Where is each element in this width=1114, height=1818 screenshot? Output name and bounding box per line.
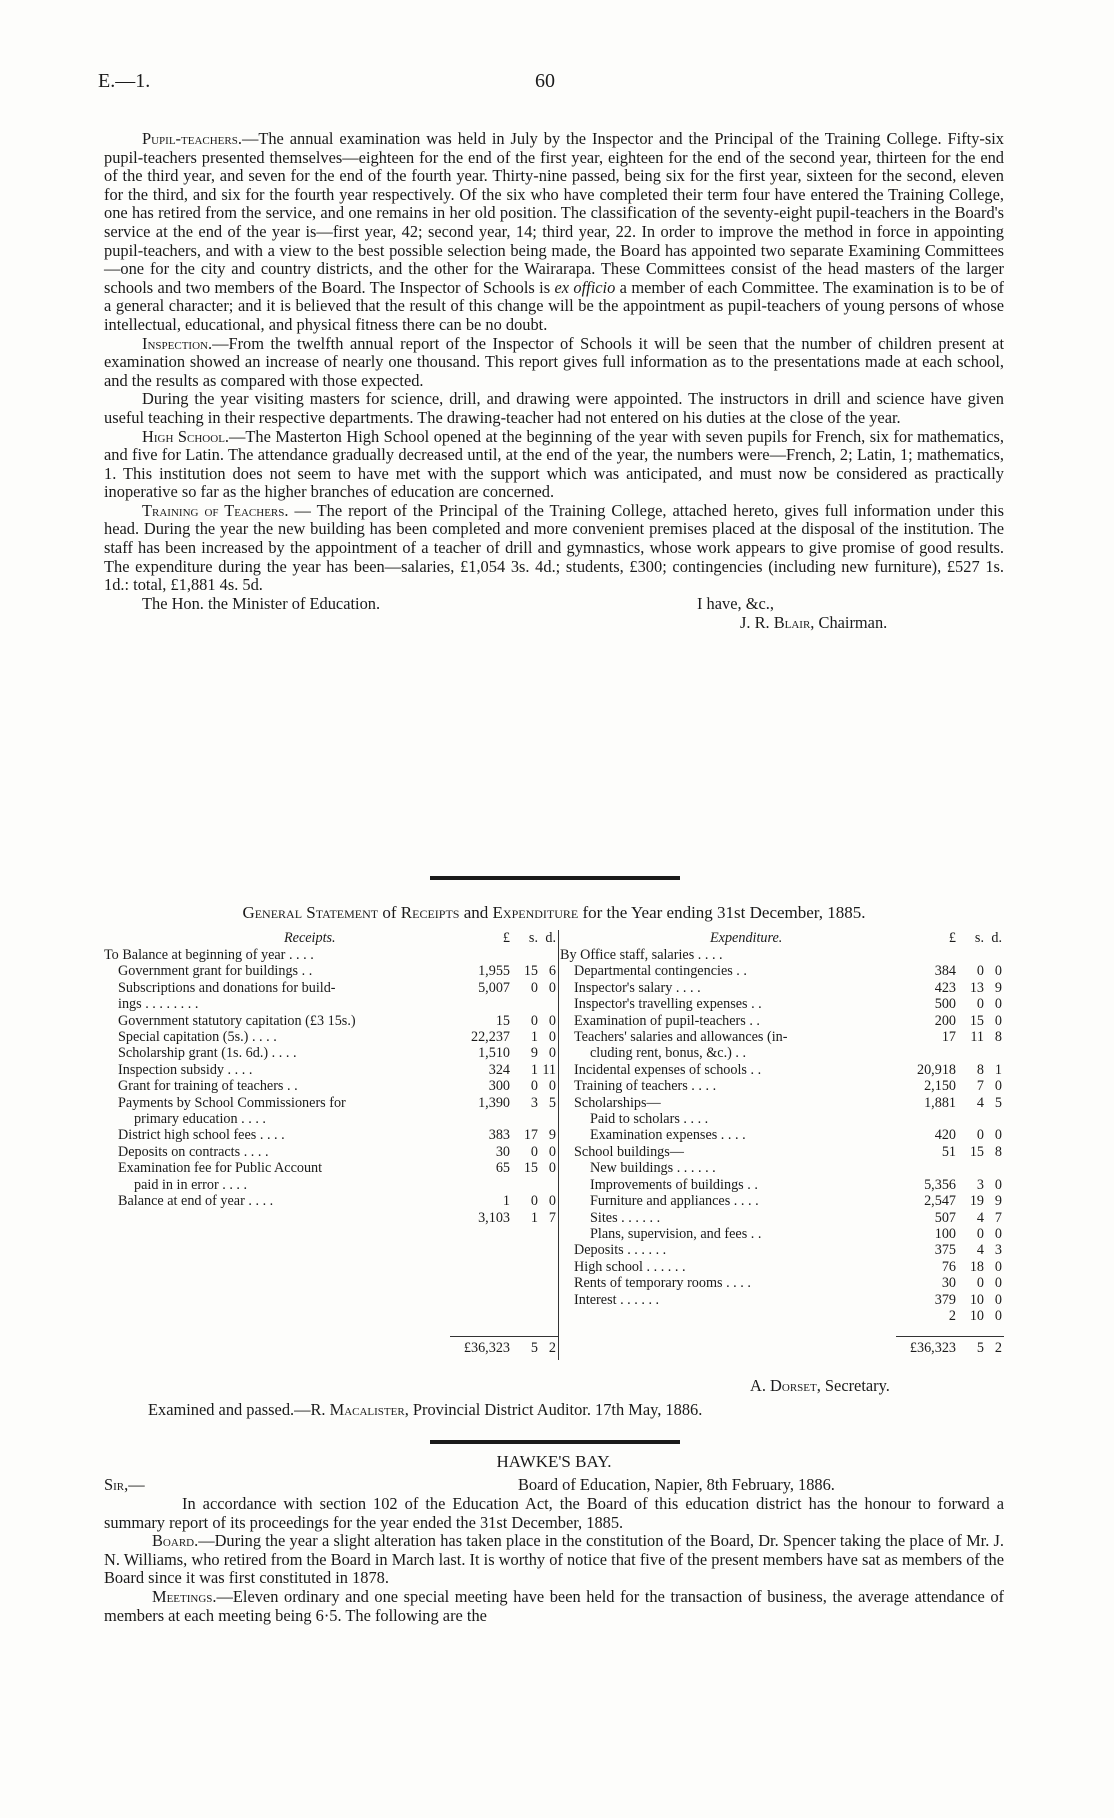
amount-pounds: 30 (495, 1143, 510, 1160)
amount-shillings: 9 (530, 1045, 538, 1062)
receipts-header (104, 930, 558, 947)
ledger-item-label: By Office staff, salaries . . . . (560, 947, 723, 963)
amount-shillings: 0 (530, 1012, 538, 1029)
amount-pence: 1 (994, 1061, 1002, 1078)
amount-shillings: 10 (969, 1307, 984, 1324)
amount-pounds: 2 (948, 1307, 956, 1324)
amount-pence: 0 (548, 1193, 556, 1210)
amount-pence: 0 (548, 1143, 556, 1160)
receipts-ledger (104, 930, 558, 1226)
col-pounds: £ (948, 930, 956, 946)
ledger-item-label: Incidental expenses of schools . . (574, 1061, 762, 1078)
amount-pounds: 500 (934, 996, 956, 1013)
pupil-teachers-text: —The annual examination was held in July by the Inspector and the Principal of the Training College. Fifty-six pupil-teachers presented themselves—eighteen for the end of the first year, eighteen for the end of the second year, thirteen for the end of the third year, and seven for the end of the fourth year. Thirty-nine passed, being six for the first year, sixteen for the second, eleven for the third, and six for the fourth year respectively. Of the six who have completed their term four have entered the Training College, one has retired from the service, and one remains in her old position. The classification of the seventy-eight pupil-teachers in the Board's service at the end of the year is—first year, 42; second year, 14; third year, 22. In order to improve the method in force in appointing pupil-teachers, and with a view to the best possible selection being made, the Board has appointed two separate Examining Committees—one for the city and country districts, and the other for the Wairarapa. These Committees consist of the head masters of the larger schools and two members of the Board. The Inspector of Schools is (104, 129, 1004, 297)
amount-pence: 9 (994, 1193, 1002, 1210)
col-pence: d. (545, 930, 556, 946)
heading-inspection: Inspection. (142, 333, 213, 353)
ledger-item-label: Subscriptions and donations for build- (118, 979, 336, 996)
ledger-row (104, 1193, 558, 1226)
amount-pence: 0 (994, 1127, 1002, 1144)
amount-pounds: 15 (495, 1012, 510, 1029)
ledger-item-label: Examination expenses . . . . (590, 1127, 746, 1144)
ledger-item-label: Sites . . . . . . (590, 1209, 661, 1226)
ledger-item-label: cluding rent, bonus, &c.) . . (590, 1045, 747, 1062)
amount-pounds: 324 (488, 1061, 510, 1078)
expenditure-ledger (560, 930, 1004, 1324)
receipts-total-rule (450, 1336, 558, 1337)
col-pounds: £ (502, 930, 510, 946)
amount-pence: 8 (994, 1029, 1002, 1046)
paragraph-pupil-teachers (104, 130, 1004, 335)
ledger-item-label: High school . . . . . . (574, 1258, 686, 1275)
ledger-item-label: Inspector's travelling expenses . . (574, 996, 762, 1013)
heading-pupil-teachers: Pupil-teachers. (142, 129, 242, 148)
ledger-item-label: School buildings— (574, 1143, 684, 1160)
paragraph-visiting-masters: During the year visiting masters for science, drill, and drawing were appointed. The instructors in drill and science have given useful teaching in their respective departments. The drawing-teacher had not entered on his duties at the close of the year. (104, 389, 1004, 427)
amount-shillings: 8 (976, 1061, 984, 1078)
amount-pounds: 1 (502, 1193, 510, 1210)
amount-pounds: 300 (488, 1078, 510, 1095)
expenditure-header (560, 930, 1004, 947)
amount-shillings: 0 (530, 1078, 538, 1095)
ledger-item-label: Plans, supervision, and fees . . (590, 1225, 762, 1242)
col-shillings: s. (528, 930, 538, 946)
paragraph-training (104, 502, 1004, 595)
amount-pounds: 3,103 (478, 1209, 510, 1226)
hawkes-bay-body (104, 1495, 1004, 1625)
amount-pounds: 2,547 (924, 1193, 956, 1210)
salutation: Sir,— (104, 1475, 145, 1494)
ledger-item-label: Government statutory capitation (£3 15s.) (118, 1012, 356, 1029)
amount-pence: 3 (994, 1242, 1002, 1259)
amount-pounds: 375 (934, 1242, 956, 1259)
signoff-row (104, 595, 1004, 614)
amount-shillings: 3 (976, 1176, 984, 1193)
amount-shillings: 15 (969, 1143, 984, 1160)
signer-title: Chairman. (818, 612, 888, 632)
pupil-teachers-text-end: a member of each Committee. The examination is to be of a general character; and it is believed that the result of this change will be the appointment as pupil-teachers of young persons of whose intellectual, educational, and physical fitness there can be no doubt. (104, 277, 1004, 334)
amount-shillings: 15 (523, 1160, 538, 1177)
amount-shillings: 1 (530, 1029, 538, 1046)
amount-pounds: 507 (934, 1209, 956, 1226)
ledger-divider (558, 930, 559, 1360)
amount-pounds: 22,237 (470, 1029, 510, 1046)
amount-pence: 0 (994, 963, 1002, 980)
amount-pounds: 76 (941, 1258, 956, 1275)
amount-pounds: 20,918 (916, 1061, 956, 1078)
dateline: Board of Education, Napier, 8th February, 1886. (518, 1475, 835, 1494)
ledger-item-label: Training of teachers . . . . (574, 1078, 717, 1095)
ledger-row (560, 1095, 1004, 1111)
ledger-item-label: Grant for training of teachers . . (118, 1078, 298, 1095)
amount-pence: 5 (994, 1094, 1002, 1111)
amount-pence: 11 (542, 1061, 556, 1078)
ledger-item-label: Inspector's salary . . . . (574, 979, 701, 996)
heading-training: Training of Teachers. (142, 500, 289, 520)
ex-officio-text: ex officio (554, 277, 616, 297)
amount-pence: 9 (994, 979, 1002, 996)
amount-shillings: 7 (976, 1078, 984, 1095)
signer-name: J. R. Blair, (740, 612, 815, 632)
amount-shillings: 0 (976, 1225, 984, 1242)
heading-high-school: High School. (142, 426, 230, 446)
expenditure-total: £36,323 5 2 (909, 1340, 1002, 1356)
ledger-item-label: ings . . . . . . . . (118, 996, 199, 1013)
col-pence: d. (991, 930, 1002, 946)
amount-pounds: 383 (488, 1127, 510, 1144)
secretary-signature: A. Dorset, Secretary. (750, 1376, 890, 1395)
amount-pence: 9 (548, 1127, 556, 1144)
amount-pence: 0 (548, 979, 556, 996)
amount-pence: 0 (994, 1225, 1002, 1242)
amount-shillings: 4 (976, 1242, 984, 1259)
expenditure-total-rule (896, 1336, 1004, 1337)
amount-shillings: 1 (530, 1209, 538, 1226)
inspection-text: —From the twelfth annual report of the Inspector of Schools it will be seen that the number of children present at examination showed an increase of nearly one thousand. This report gives full information as to the presentations made at each school, and the results as compared with those expected. (104, 333, 1004, 390)
ledger-row (560, 1144, 1004, 1160)
amount-pence: 0 (548, 1045, 556, 1062)
amount-pence: 0 (548, 1160, 556, 1177)
paragraph-intro: In accordance with section 102 of the Education Act, the Board of this education district has the honour to forward a summary report of its proceedings for the year ended the 31st December, 1885. (104, 1494, 1004, 1532)
section-divider (430, 876, 680, 880)
ledger-row (104, 1095, 558, 1111)
amount-shillings: 3 (530, 1094, 538, 1111)
wellington-report-body (104, 130, 1004, 632)
ledger-item-label: Paid to scholars . . . . (590, 1111, 709, 1128)
training-text: — The report of the Principal of the Training College, attached hereto, gives full information under this head. During the year the new building has been completed and more convenient premises placed at the disposal of the institution. The staff has been increased by the appointment of a teacher of drill and gymnastics, whose work appears to give promise of good results. The expenditure during the year has been—salaries, £1,054 3s. 4d.; students, £300; contingencies (including new furniture), £527 1s. 1d.: total, £1,881 4s. 5d. (104, 500, 1004, 595)
amount-pounds: 5,007 (478, 979, 510, 996)
amount-pounds: 384 (934, 963, 956, 980)
ledger-item-label: Special capitation (5s.) . . . . (118, 1029, 277, 1046)
ledger-row (104, 980, 558, 996)
amount-pence: 0 (994, 1078, 1002, 1095)
amount-pounds: 200 (934, 1012, 956, 1029)
amount-pence: 0 (548, 1078, 556, 1095)
ledger-item-label: Improvements of buildings . . (590, 1176, 758, 1193)
amount-pence: 8 (994, 1143, 1002, 1160)
ledger-row (560, 1291, 1004, 1324)
paragraph-inspection (104, 335, 1004, 391)
amount-shillings: 0 (976, 996, 984, 1013)
amount-pounds: 423 (934, 979, 956, 996)
amount-pounds: 65 (495, 1160, 510, 1177)
ledger-item-label: Deposits . . . . . . (574, 1242, 667, 1259)
ledger-row (104, 1160, 558, 1176)
ledger-item-label: Rents of temporary rooms . . . . (574, 1275, 751, 1292)
amount-shillings: 4 (976, 1094, 984, 1111)
statement-title: General Statement of Receipts and Expenditure for the Year ending 31st December, 1885. (242, 903, 866, 922)
amount-pence: 0 (994, 1258, 1002, 1275)
amount-shillings: 4 (976, 1209, 984, 1226)
amount-pence: 7 (548, 1209, 556, 1226)
amount-pounds: 2,150 (924, 1078, 956, 1095)
auditor-line: Examined and passed.—R. Macalister, Provincial District Auditor. 17th May, 1886. (148, 1400, 703, 1419)
ledger-item-label: Teachers' salaries and allowances (in- (574, 1029, 788, 1046)
amount-pounds: 30 (941, 1275, 956, 1292)
amount-pence: 0 (994, 1275, 1002, 1292)
ledger-item-label: Scholarship grant (1s. 6d.) . . . . (118, 1045, 297, 1062)
amount-shillings: 0 (530, 1193, 538, 1210)
page-number: 60 (535, 70, 555, 92)
amount-pence: 6 (548, 963, 556, 980)
ledger-item-label: primary education . . . . (134, 1111, 266, 1128)
amount-shillings: 18 (969, 1258, 984, 1275)
amount-shillings: 11 (970, 1029, 984, 1046)
ledger-item-label: Payments by School Commissioners for (118, 1094, 346, 1111)
amount-shillings: 1 (530, 1061, 538, 1078)
amount-pounds: 1,510 (478, 1045, 510, 1062)
ledger-item-label: Departmental contingencies . . (574, 963, 747, 980)
signer (104, 614, 1004, 633)
amount-pounds: 1,955 (478, 963, 510, 980)
ledger-item-label: Government grant for buildings . . (118, 963, 313, 980)
ledger-item-label: Inspection subsidy . . . . (118, 1061, 253, 1078)
amount-pounds: 100 (934, 1225, 956, 1242)
amount-pence: 0 (994, 1307, 1002, 1324)
ledger-item-label: Scholarships— (574, 1094, 661, 1111)
ledger-item-label: Examination of pupil-teachers . . (574, 1012, 760, 1029)
document-reference: E.—1. (98, 70, 151, 92)
closing: I have, &c., (697, 593, 774, 613)
paragraph-meetings: Meetings.—Eleven ordinary and one special meeting have been held for the transaction of business, the average attendance of members at each meeting being 6·5. The following are the (104, 1586, 1004, 1625)
amount-shillings: 10 (969, 1291, 984, 1308)
amount-pence: 0 (994, 1012, 1002, 1029)
amount-shillings: 19 (969, 1193, 984, 1210)
amount-pounds: 1,390 (478, 1094, 510, 1111)
amount-pounds: 17 (941, 1029, 956, 1046)
ledger-item-label: paid in in error . . . . (134, 1176, 248, 1193)
ledger-item-label: To Balance at beginning of year . . . . (104, 947, 314, 963)
amount-shillings: 0 (976, 1275, 984, 1292)
addressee: The Hon. the Minister of Education. (142, 593, 381, 613)
amount-pence: 0 (548, 1029, 556, 1046)
ledger-item-label: Interest . . . . . . (574, 1291, 660, 1308)
amount-pounds: 420 (934, 1127, 956, 1144)
ledger-item-label: District high school fees . . . . (118, 1127, 285, 1144)
amount-pence: 0 (994, 1291, 1002, 1308)
amount-shillings: 0 (530, 979, 538, 996)
amount-shillings: 15 (969, 1012, 984, 1029)
ledger-item-label: New buildings . . . . . . (590, 1160, 716, 1177)
paragraph-board: Board.—During the year a slight alteration has taken place in the constitution of the Board, Dr. Spencer taking the place of Mr. J. N. Williams, who retired from the Board in March last. It is worthy of notice that five of the present members have sat as members of the Board since it was first constituted in 1878. (104, 1531, 1004, 1588)
amount-pence: 0 (994, 996, 1002, 1013)
amount-pence: 7 (994, 1209, 1002, 1226)
ledger-item-label: Balance at end of year . . . . (118, 1193, 274, 1210)
amount-pounds: 379 (934, 1291, 956, 1308)
amount-shillings: 13 (969, 979, 984, 996)
ledger-row (560, 1029, 1004, 1045)
ledger-item-label: Deposits on contracts . . . . (118, 1143, 269, 1160)
receipts-heading: Receipts. (284, 930, 336, 946)
amount-shillings: 17 (523, 1127, 538, 1144)
ledger-item-label: Examination fee for Public Account (118, 1160, 323, 1177)
high-school-text: —The Masterton High School opened at the beginning of the year with seven pupils for French, six for mathematics, and five for Latin. The attendance gradually decreased until, at the end of the year, the numbers were—French, 2; Latin, 1; mathematics, 1. This institution does not seem to have met with the support which was anticipated, and must now be considered as practically inoperative so far as the higher branches of education are concerned. (104, 426, 1004, 502)
amount-pence: 0 (994, 1176, 1002, 1193)
receipts-total: £36,323 5 2 (463, 1340, 556, 1356)
amount-pence: 0 (548, 1012, 556, 1029)
amount-pounds: 1,881 (924, 1094, 956, 1111)
amount-shillings: 15 (523, 963, 538, 980)
amount-shillings: 0 (976, 1127, 984, 1144)
paragraph-high-school (104, 428, 1004, 502)
col-shillings: s. (974, 930, 984, 946)
section-divider (430, 1440, 680, 1444)
ledger-item-label: Furniture and appliances . . . . (590, 1193, 759, 1210)
amount-pence: 5 (548, 1094, 556, 1111)
amount-pounds: 5,356 (924, 1176, 956, 1193)
amount-pounds: 51 (941, 1143, 956, 1160)
amount-shillings: 0 (530, 1143, 538, 1160)
hawkes-bay-title: HAWKE'S BAY. (496, 1452, 612, 1471)
amount-shillings: 0 (976, 963, 984, 980)
expenditure-heading: Expenditure. (710, 930, 783, 946)
